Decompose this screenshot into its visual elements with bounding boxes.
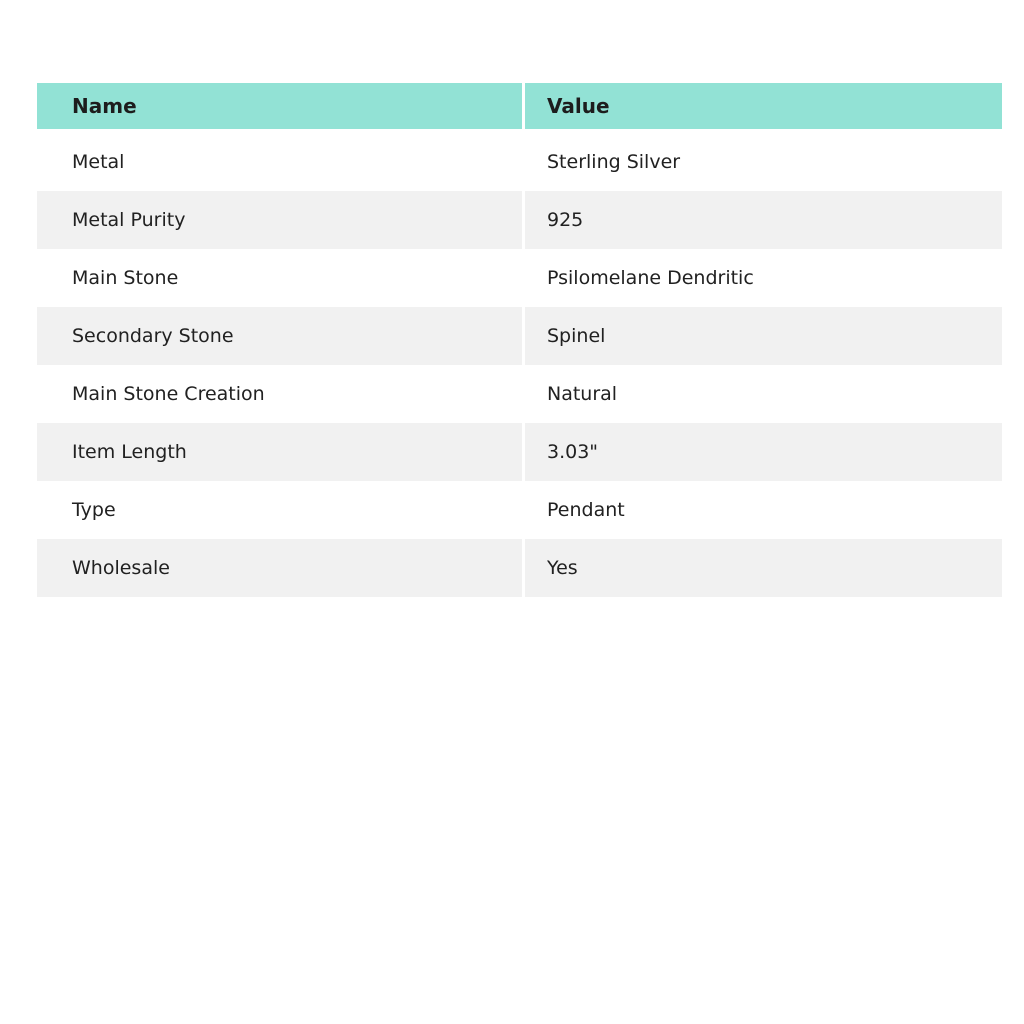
- table-row: [37, 249, 1002, 307]
- table-row: [37, 365, 1002, 423]
- spec-name-cell: Metal Purity: [37, 191, 525, 249]
- spec-name-cell: Secondary Stone: [37, 307, 525, 365]
- spec-name-cell: Item Length: [37, 423, 525, 481]
- spec-value-cell: Yes: [525, 539, 1002, 597]
- spec-value-cell: Spinel: [525, 307, 1002, 365]
- table-body: [37, 133, 1002, 597]
- spec-value-cell: 3.03": [525, 423, 1002, 481]
- column-header-value: Value: [525, 83, 1002, 133]
- spec-value-cell: Pendant: [525, 481, 1002, 539]
- table-row: [37, 307, 1002, 365]
- table-row: [37, 191, 1002, 249]
- product-specs-table: [37, 83, 1002, 597]
- spec-value-cell: Sterling Silver: [525, 133, 1002, 191]
- header-row: [37, 83, 1002, 133]
- spec-name-cell: Wholesale: [37, 539, 525, 597]
- spec-value-cell: 925: [525, 191, 1002, 249]
- table-row: [37, 133, 1002, 191]
- table-row: [37, 539, 1002, 597]
- spec-value-cell: Natural: [525, 365, 1002, 423]
- spec-name-cell: Main Stone: [37, 249, 525, 307]
- table-row: [37, 481, 1002, 539]
- column-header-name: Name: [37, 83, 525, 133]
- spec-name-cell: Main Stone Creation: [37, 365, 525, 423]
- spec-name-cell: Type: [37, 481, 525, 539]
- table-row: [37, 423, 1002, 481]
- table-header: [37, 83, 1002, 133]
- spec-value-cell: Psilomelane Dendritic: [525, 249, 1002, 307]
- spec-name-cell: Metal: [37, 133, 525, 191]
